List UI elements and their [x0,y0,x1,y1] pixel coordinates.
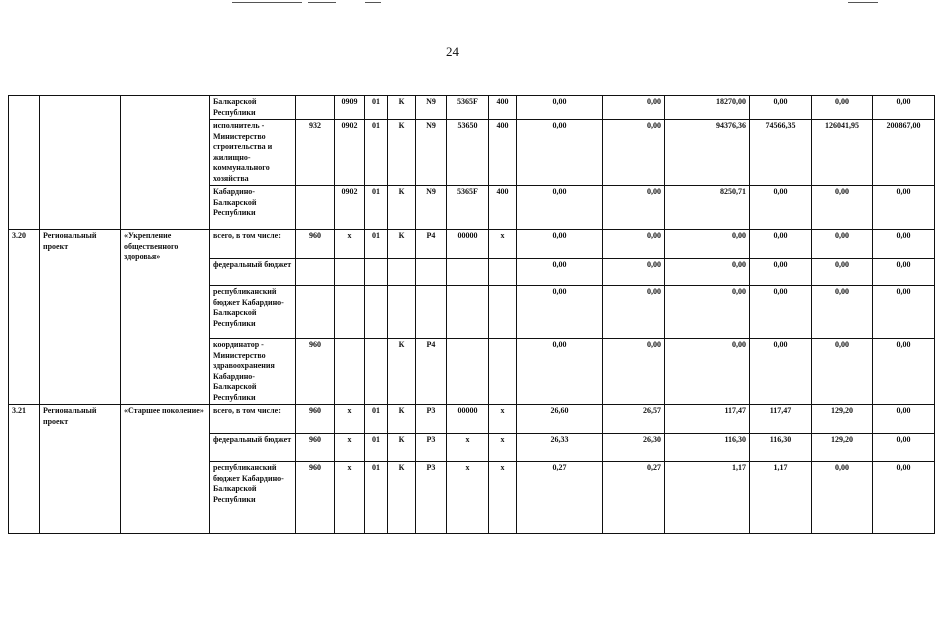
cell-recipient: координатор - Министерство здравоохранения Кабардино- Балкарской Республики [210,339,296,405]
cell-rz [335,286,365,339]
cell-grbs: 960 [296,230,335,259]
cell-value: 0,00 [603,286,665,339]
cell-value: 0,00 [873,462,935,534]
cell-value: 0,00 [812,96,873,120]
scan-artifact [232,2,302,3]
cell-value: 0,00 [517,96,603,120]
cell-cs-c: х [447,434,489,462]
cell-cs-c: 5365F [447,96,489,120]
cell-name [40,96,121,230]
cell-rz: 0902 [335,186,365,230]
cell-value: 1,17 [750,462,812,534]
cell-cs-c [447,286,489,339]
cell-value: 0,00 [603,186,665,230]
cell-pr: 01 [365,434,388,462]
cell-rz: х [335,434,365,462]
cell-cs-a: К [388,462,416,534]
cell-value: 0,00 [665,339,750,405]
cell-cs-c: 00000 [447,230,489,259]
cell-cs-b: N9 [416,120,447,186]
cell-pr: 01 [365,186,388,230]
cell-value: 0,00 [750,230,812,259]
cell-grbs: 932 [296,120,335,186]
cell-rz [335,259,365,286]
cell-value: 26,33 [517,434,603,462]
cell-name: Региональный проект [40,230,121,405]
cell-value: 0,00 [603,259,665,286]
cell-cs-b [416,286,447,339]
cell-cs-c: 00000 [447,405,489,434]
cell-value: 0,00 [873,405,935,434]
cell-cs-a: К [388,186,416,230]
cell-value: 0,00 [517,286,603,339]
cell-grbs [296,259,335,286]
cell-name: Региональный проект [40,405,121,534]
table-row [9,405,935,434]
cell-vr: х [489,462,517,534]
cell-value: 0,00 [665,286,750,339]
table-row [9,230,935,259]
cell-grbs: 960 [296,462,335,534]
cell-cs-a: К [388,96,416,120]
cell-cs-c: х [447,462,489,534]
cell-grbs: 960 [296,339,335,405]
cell-value: 74566,35 [750,120,812,186]
cell-vr: х [489,230,517,259]
cell-num [9,96,40,230]
cell-value: 18270,00 [665,96,750,120]
cell-vr: х [489,405,517,434]
cell-value: 0,00 [812,339,873,405]
cell-value: 116,30 [665,434,750,462]
cell-pr: 01 [365,462,388,534]
cell-cs-a: К [388,230,416,259]
cell-cs-b: Р3 [416,462,447,534]
cell-cs-c [447,339,489,405]
cell-value: 0,00 [665,259,750,286]
cell-cs-c: 53650 [447,120,489,186]
cell-value: 26,30 [603,434,665,462]
cell-grbs: 960 [296,405,335,434]
cell-value: 0,00 [812,259,873,286]
cell-cs-a: К [388,339,416,405]
cell-value: 117,47 [750,405,812,434]
cell-cs-b: Р3 [416,434,447,462]
cell-cs-a [388,259,416,286]
cell-recipient: республиканский бюджет Кабардино- Балкарской Республики [210,286,296,339]
cell-value: 0,27 [603,462,665,534]
cell-rz: х [335,405,365,434]
page-number: 24 [446,44,459,59]
budget-table [8,95,935,534]
cell-value: 0,00 [517,259,603,286]
cell-recipient: Кабардино- Балкарской Республики [210,186,296,230]
cell-value: 117,47 [665,405,750,434]
cell-value: 0,00 [517,186,603,230]
cell-recipient: всего, в том числе: [210,405,296,434]
cell-rz: х [335,462,365,534]
cell-cs-b: N9 [416,96,447,120]
cell-vr [489,259,517,286]
table-row [9,96,935,120]
cell-value: 0,00 [750,339,812,405]
cell-cs-c: 5365F [447,186,489,230]
cell-title [121,96,210,230]
cell-value: 0,00 [812,230,873,259]
cell-rz: 0902 [335,120,365,186]
cell-vr [489,339,517,405]
cell-value: 0,00 [873,286,935,339]
cell-num: 3.21 [9,405,40,534]
cell-vr: 400 [489,120,517,186]
cell-value: 0,27 [517,462,603,534]
cell-value: 0,00 [750,259,812,286]
cell-cs-a: К [388,434,416,462]
cell-value: 0,00 [873,339,935,405]
cell-value: 0,00 [665,230,750,259]
cell-cs-a: К [388,120,416,186]
cell-value: 0,00 [517,339,603,405]
cell-value: 0,00 [873,186,935,230]
cell-value: 0,00 [603,230,665,259]
scan-artifact [365,2,381,3]
cell-value: 129,20 [812,405,873,434]
cell-value: 0,00 [873,230,935,259]
cell-pr: 01 [365,230,388,259]
cell-cs-a [388,286,416,339]
cell-cs-b: Р4 [416,230,447,259]
cell-value: 0,00 [517,230,603,259]
cell-value: 0,00 [603,96,665,120]
cell-cs-b: Р3 [416,405,447,434]
cell-value: 1,17 [665,462,750,534]
cell-grbs [296,96,335,120]
cell-value: 0,00 [750,186,812,230]
cell-recipient: федеральный бюджет [210,259,296,286]
cell-vr: 400 [489,186,517,230]
cell-recipient: всего, в том числе: [210,230,296,259]
cell-value: 116,30 [750,434,812,462]
cell-vr: 400 [489,96,517,120]
cell-cs-a: К [388,405,416,434]
cell-value: 0,00 [603,120,665,186]
cell-rz [335,339,365,405]
cell-value: 26,60 [517,405,603,434]
cell-pr: 01 [365,96,388,120]
cell-pr [365,339,388,405]
cell-value: 26,57 [603,405,665,434]
cell-value: 0,00 [873,434,935,462]
cell-num: 3.20 [9,230,40,405]
cell-grbs: 960 [296,434,335,462]
cell-recipient: исполнитель - Министерство строительства и жилищно- коммунального хозяйства [210,120,296,186]
cell-value: 200867,00 [873,120,935,186]
cell-vr: х [489,434,517,462]
cell-value: 0,00 [750,96,812,120]
cell-value: 0,00 [517,120,603,186]
cell-pr: 01 [365,405,388,434]
cell-value: 0,00 [812,462,873,534]
scan-artifact [848,2,878,3]
cell-pr [365,286,388,339]
cell-value: 0,00 [812,286,873,339]
cell-cs-c [447,259,489,286]
cell-value: 0,00 [873,96,935,120]
cell-pr: 01 [365,120,388,186]
scan-artifact [308,2,336,3]
cell-value: 129,20 [812,434,873,462]
cell-value: 0,00 [603,339,665,405]
cell-recipient: республиканский бюджет Кабардино- Балкарской Республики [210,462,296,534]
cell-title: «Укрепление общественного здоровья» [121,230,210,405]
cell-value: 94376,36 [665,120,750,186]
cell-recipient: Балкарской Республики [210,96,296,120]
cell-title: «Старшее поколение» [121,405,210,534]
cell-cs-b: N9 [416,186,447,230]
cell-rz: х [335,230,365,259]
cell-rz: 0909 [335,96,365,120]
cell-vr [489,286,517,339]
cell-cs-b: Р4 [416,339,447,405]
cell-grbs [296,186,335,230]
cell-grbs [296,286,335,339]
cell-cs-b [416,259,447,286]
cell-value: 0,00 [750,286,812,339]
cell-value: 0,00 [812,186,873,230]
cell-pr [365,259,388,286]
cell-value: 8250,71 [665,186,750,230]
cell-recipient: федеральный бюджет [210,434,296,462]
cell-value: 126041,95 [812,120,873,186]
cell-value: 0,00 [873,259,935,286]
